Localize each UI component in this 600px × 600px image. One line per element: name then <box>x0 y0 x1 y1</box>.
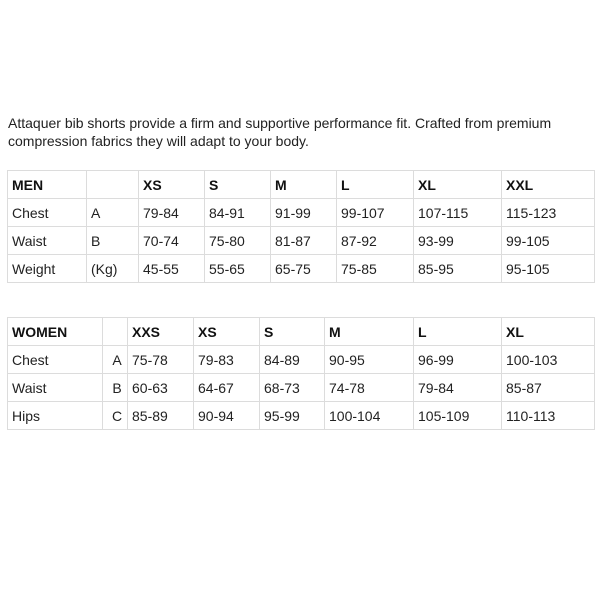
table-cell: 87-92 <box>337 227 414 255</box>
table-cell: 91-99 <box>271 199 337 227</box>
table-cell: 85-87 <box>502 374 595 402</box>
measure-unit: (Kg) <box>87 255 139 283</box>
table-cell: 95-99 <box>260 402 325 430</box>
table-cell: 100-103 <box>502 346 595 374</box>
men-size-table <box>7 170 595 283</box>
women-header-blank <box>103 318 128 346</box>
table-cell: 81-87 <box>271 227 337 255</box>
table-cell: 107-115 <box>414 199 502 227</box>
table-cell: 85-89 <box>128 402 194 430</box>
measure-code: B <box>87 227 139 255</box>
table-row <box>8 227 595 255</box>
table-cell: 79-83 <box>194 346 260 374</box>
table-cell: 60-63 <box>128 374 194 402</box>
women-header-row <box>8 318 595 346</box>
men-size-xs: XS <box>139 171 205 199</box>
table-cell: 93-99 <box>414 227 502 255</box>
women-size-xxs: XXS <box>128 318 194 346</box>
table-cell: 70-74 <box>139 227 205 255</box>
women-size-s: S <box>260 318 325 346</box>
table-cell: 75-78 <box>128 346 194 374</box>
intro-line-1: Attaquer bib shorts provide a firm and supportive performance fit. Crafted from premium <box>8 115 552 131</box>
table-cell: 115-123 <box>502 199 595 227</box>
table-cell: 110-113 <box>502 402 595 430</box>
men-size-m: M <box>271 171 337 199</box>
table-row <box>8 255 595 283</box>
table-cell: 105-109 <box>414 402 502 430</box>
table-cell: 95-105 <box>502 255 595 283</box>
men-size-l: L <box>337 171 414 199</box>
measure-label: Waist <box>8 227 87 255</box>
table-cell: 79-84 <box>414 374 502 402</box>
table-cell: 65-75 <box>271 255 337 283</box>
women-size-l: L <box>414 318 502 346</box>
table-cell: 90-95 <box>325 346 414 374</box>
measure-label: Hips <box>8 402 103 430</box>
table-cell: 90-94 <box>194 402 260 430</box>
intro-paragraph <box>8 114 598 150</box>
women-size-xl: XL <box>502 318 595 346</box>
table-cell: 79-84 <box>139 199 205 227</box>
table-row <box>8 199 595 227</box>
table-cell: 100-104 <box>325 402 414 430</box>
women-title: WOMEN <box>8 318 103 346</box>
table-cell: 64-67 <box>194 374 260 402</box>
intro-line-2: compression fabrics they will adapt to your body. <box>8 133 309 149</box>
table-cell: 75-85 <box>337 255 414 283</box>
men-size-s: S <box>205 171 271 199</box>
table-cell: 68-73 <box>260 374 325 402</box>
table-cell: 74-78 <box>325 374 414 402</box>
women-size-xs: XS <box>194 318 260 346</box>
table-row <box>8 346 595 374</box>
table-row <box>8 402 595 430</box>
men-size-xxl: XXL <box>502 171 595 199</box>
table-row <box>8 374 595 402</box>
measure-code: B <box>103 374 128 402</box>
measure-label: Chest <box>8 346 103 374</box>
men-header-blank <box>87 171 139 199</box>
measure-label: Weight <box>8 255 87 283</box>
table-cell: 84-89 <box>260 346 325 374</box>
men-title: MEN <box>8 171 87 199</box>
table-cell: 55-65 <box>205 255 271 283</box>
men-header-row <box>8 171 595 199</box>
table-cell: 99-105 <box>502 227 595 255</box>
measure-label: Waist <box>8 374 103 402</box>
measure-code: A <box>87 199 139 227</box>
table-cell: 84-91 <box>205 199 271 227</box>
measure-code: A <box>103 346 128 374</box>
table-cell: 99-107 <box>337 199 414 227</box>
measure-label: Chest <box>8 199 87 227</box>
measure-code: C <box>103 402 128 430</box>
table-cell: 45-55 <box>139 255 205 283</box>
women-size-table <box>7 317 595 430</box>
women-size-m: M <box>325 318 414 346</box>
table-cell: 75-80 <box>205 227 271 255</box>
table-cell: 96-99 <box>414 346 502 374</box>
table-cell: 85-95 <box>414 255 502 283</box>
men-size-xl: XL <box>414 171 502 199</box>
